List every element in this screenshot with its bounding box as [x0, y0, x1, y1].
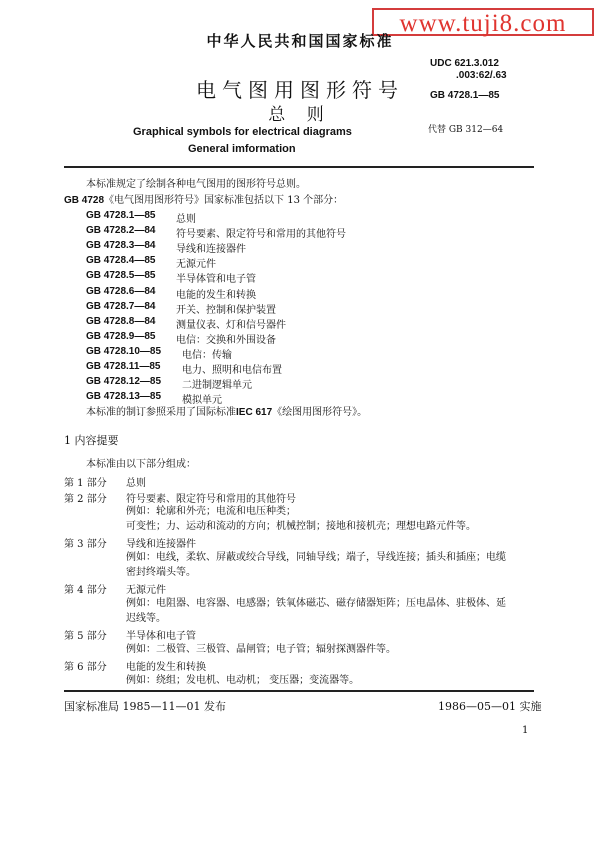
part-title: 二进制逻辑单元 [182, 380, 252, 392]
part-title: 总则 [176, 214, 196, 225]
part-3-example-2: 密封终端头等。 [126, 567, 196, 578]
part-6-label: 第 6 部分 [64, 662, 107, 673]
part-title: 导线和连接器件 [176, 244, 246, 256]
part-code: GB 4728.3—84 [86, 240, 156, 252]
part-title: 测量仪表、灯和信号器件 [176, 319, 286, 331]
part-code: GB 4728.10—85 [86, 345, 162, 357]
part-code: GB 4728.7—84 [86, 300, 156, 312]
intro-line-1: 本标准规定了绘制各种电气图用的图形符号总则。 [86, 179, 306, 190]
intro-line-2-code: GB 4728 [64, 195, 105, 206]
part-2-example-1: 例如：轮廓和外壳；电流和电压种类； [126, 506, 296, 517]
part-title: 电能的发生和转换 [176, 289, 256, 301]
page-subtitle: 总 则 [268, 105, 332, 125]
effective-date: 1986—05—01 实施 [438, 700, 542, 713]
english-title-2: General imformation [188, 143, 296, 155]
part-4-example-1: 例如：电阻器、电容器、电感器；铁氧体磁芯、磁存储器矩阵；压电晶体、驻极体、延 [126, 598, 506, 609]
part-6-title: 电能的发生和转换 [126, 662, 206, 673]
part-5-label: 第 5 部分 [64, 631, 107, 642]
part-1-title: 总则 [126, 478, 146, 489]
issue-date: 国家标准局 1985—11—01 发布 [64, 700, 226, 713]
gb-number: GB 4728.1—85 [430, 90, 500, 101]
english-title-1: Graphical symbols for electrical diagrams [133, 126, 352, 138]
watermark-url: www.tuji8.com [372, 8, 594, 36]
part-6-example-1: 例如：绕组；发电机、电动机； 变压器；变流器等。 [126, 675, 360, 686]
part-code: GB 4728.5—85 [86, 270, 156, 282]
part-code: GB 4728.11—85 [86, 361, 161, 372]
part-2-label: 第 2 部分 [64, 494, 107, 505]
part-title: 半导体管和电子管 [176, 274, 256, 286]
replaces-note: 代替 GB 312—64 [428, 125, 504, 135]
section-1-lead: 本标准由以下部分组成： [86, 459, 196, 470]
part-title: 电信：交换和外围设备 [176, 334, 276, 346]
closing-pre: 本标准的制订参照采用了国际标准 [86, 407, 236, 418]
part-title: 电力、照明和电信布置 [182, 365, 282, 376]
part-3-example-1: 例如：电线，柔软、屏蔽或绞合导线，同轴导线；端子，导线连接；插头和插座；电缆 [126, 552, 506, 563]
part-code: GB 4728.6—84 [86, 285, 156, 297]
udc-line-2: .003:62/.63 [456, 70, 507, 81]
part-code: GB 4728.4—85 [86, 255, 156, 267]
part-code: GB 4728.9—85 [86, 330, 156, 342]
part-title: 符号要素、限定符号和常用的其他符号 [176, 229, 346, 241]
part-5-example-1: 例如：二极管、三极管、晶闸管；电子管；辐射探测器件等。 [126, 644, 396, 655]
part-3-label: 第 3 部分 [64, 539, 107, 550]
part-code: GB 4728.13—85 [86, 391, 162, 403]
part-4-label: 第 4 部分 [64, 585, 107, 596]
part-code: GB 4728.2—84 [86, 225, 156, 237]
part-1-label: 第 1 部分 [64, 478, 107, 489]
part-2-example-2: 可变性；力、运动和流动的方向；机械控制；接地和接机壳；理想电路元件等。 [126, 521, 476, 532]
udc-code [430, 58, 507, 82]
part-4-example-2: 迟线等。 [126, 613, 166, 624]
part-title: 电信：传输 [182, 349, 232, 361]
closing-code: IEC 617 [236, 407, 273, 418]
udc-line-1: UDC 621.3.012 [430, 58, 499, 69]
intro-line-2-text: 《电气图用图形符号》国家标准包括以下 13 个部分： [104, 195, 344, 206]
intro-line-2 [64, 194, 343, 208]
top-divider [64, 166, 534, 168]
bottom-divider [64, 690, 534, 692]
part-title: 模拟单元 [182, 395, 222, 407]
part-code: GB 4728.12—85 [86, 376, 162, 388]
part-title: 无源元件 [176, 259, 216, 271]
part-4-title: 无源元件 [126, 585, 166, 596]
page-number: 1 [522, 725, 529, 736]
intro-closing [86, 406, 367, 420]
national-standard-heading: 中华人民共和国国家标准 [206, 32, 394, 50]
part-title: 开关、控制和保护装置 [176, 304, 276, 316]
part-code: GB 4728.8—84 [86, 315, 156, 327]
part-3-title: 导线和连接器件 [126, 539, 196, 550]
part-code: GB 4728.1—85 [86, 210, 156, 221]
section-1-heading: 1 内容提要 [64, 434, 119, 447]
closing-post: 《绘图用图形符号》。 [272, 407, 368, 418]
part-2-title: 符号要素、限定符号和常用的其他符号 [126, 494, 296, 505]
part-5-title: 半导体和电子管 [126, 631, 196, 642]
page-title: 电气图用图形符号 [196, 78, 404, 102]
